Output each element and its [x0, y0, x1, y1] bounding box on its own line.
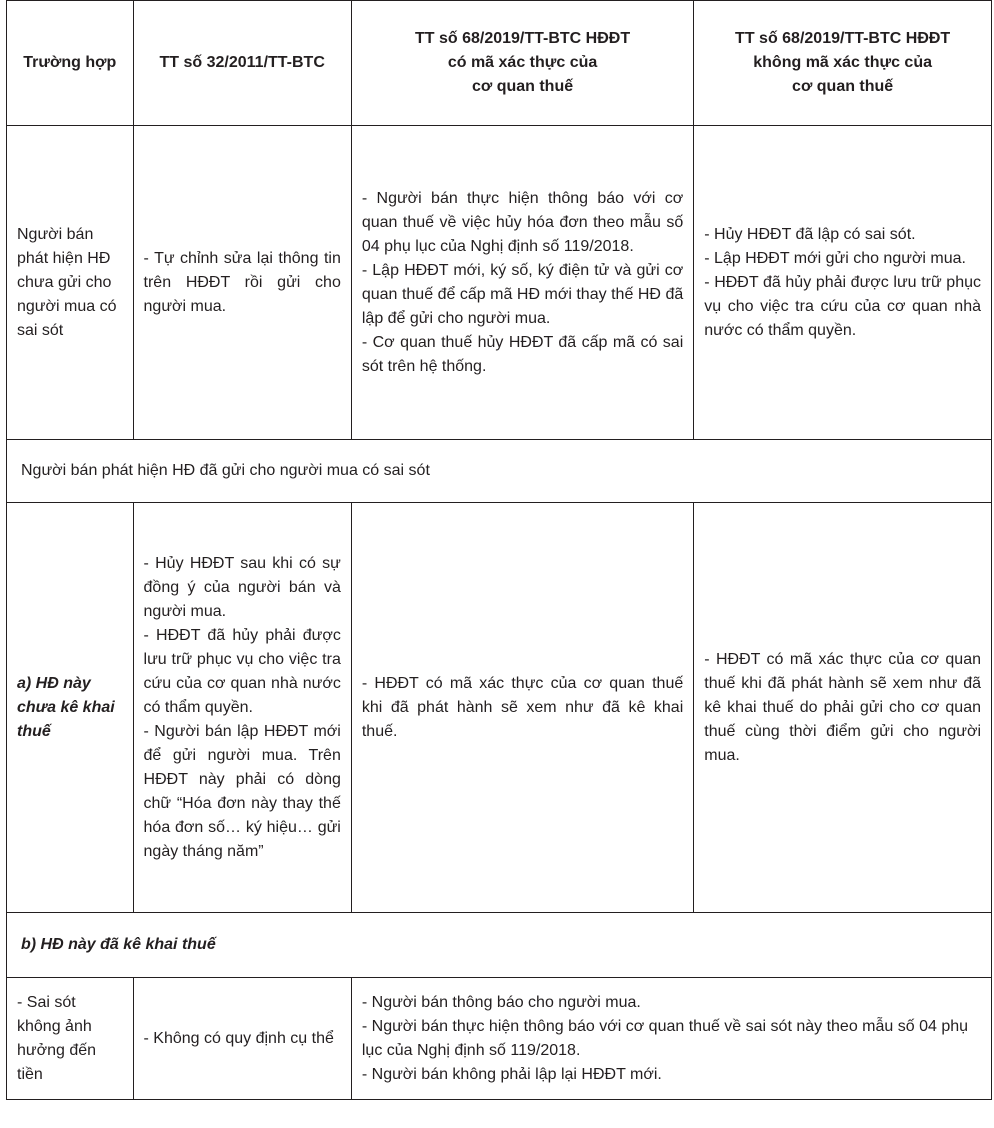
table-row — [7, 126, 992, 440]
row3-tt68 — [351, 978, 991, 1100]
row3-tt32 — [133, 978, 351, 1100]
table-row — [7, 503, 992, 913]
row1-tt32-text: - Tự chỉnh sửa lại thông tin trên HĐĐT rồi gửi cho người mua. — [143, 249, 341, 315]
comparison-table-container — [6, 0, 992, 1100]
header-tt68-with-line: có mã xác thực của — [447, 54, 598, 71]
row1-tt68-with-item: - Lập HĐĐT mới, ký số, ký điện tử và gửi cơ quan thuế để cấp mã HĐ mới thay thế HĐ đã lập để gửi cho người mua. — [361, 261, 684, 327]
row1-tt32 — [133, 126, 351, 440]
row3-case — [7, 978, 134, 1100]
section-declared-invoice — [7, 913, 992, 978]
row1-case — [7, 126, 134, 440]
header-tt68-with-line: cơ quan thuế — [471, 78, 574, 95]
header-tt68-without-line: không mã xác thực của — [753, 54, 932, 71]
section-row — [7, 913, 992, 978]
row2-case — [7, 503, 134, 913]
row3-case-text: - Sai sót không ảnh hưởng đến tiền — [17, 993, 97, 1083]
row3-tt68-item: - Người bán thông báo cho người mua. — [361, 993, 641, 1011]
row2-tt68-without — [694, 503, 992, 913]
row2-tt32-item: - HĐĐT đã hủy phải được lưu trữ phục vụ cho việc tra cứu của cơ quan nhà nước có thẩm quyền. — [143, 626, 341, 716]
row2-tt68-without-text: - HĐĐT có mã xác thực của cơ quan thuế khi đã phát hành sẽ xem như đã kê khai thuế do phải gửi cho cơ quan thuế cùng thời điểm gửi cho người mua. — [704, 650, 981, 764]
header-case — [7, 1, 134, 126]
row2-tt68-with-text: - HĐĐT có mã xác thực của cơ quan thuế khi đã phát hành sẽ xem như đã kê khai thuế. — [361, 674, 684, 740]
header-tt32 — [133, 1, 351, 126]
header-tt68-with-code — [351, 1, 693, 126]
row1-tt68-without-item: - Lập HĐĐT mới gửi cho người mua. — [704, 249, 966, 267]
header-tt32-label: TT số 32/2011/TT-BTC — [159, 54, 325, 71]
section-row — [7, 440, 992, 503]
header-tt68-with-line: TT số 68/2019/TT-BTC HĐĐT — [414, 30, 631, 47]
header-tt68-without-code — [694, 1, 992, 126]
row1-tt68-without — [694, 126, 992, 440]
row3-tt68-item: - Người bán thực hiện thông báo với cơ quan thuế về sai sót này theo mẫu số 04 phụ lục của Nghị định số 119/2018. — [361, 1017, 969, 1059]
header-row — [7, 1, 992, 126]
section-sent-invoice-text: Người bán phát hiện HĐ đã gửi cho người mua có sai sót — [21, 462, 430, 479]
header-tt68-without-line: cơ quan thuế — [792, 78, 894, 95]
row3-tt68-item: - Người bán không phải lập lại HĐĐT mới. — [361, 1065, 662, 1083]
row1-tt68-with-item: - Người bán thực hiện thông báo với cơ quan thuế về việc hủy hóa đơn theo mẫu số 04 phụ lục của Nghị định số 119/2018. — [361, 189, 684, 255]
row1-tt68-with — [351, 126, 693, 440]
row2-case-text: a) HĐ này chưa kê khai thuế — [17, 674, 115, 740]
header-case-label: Trường hợp — [23, 54, 117, 71]
row1-tt68-without-item: - HĐĐT đã hủy phải được lưu trữ phục vụ cho việc tra cứu của cơ quan nhà nước có thẩm quyền. — [704, 273, 981, 339]
header-tt68-without-line: TT số 68/2019/TT-BTC HĐĐT — [735, 30, 951, 47]
row1-tt68-with-item: - Cơ quan thuế hủy HĐĐT đã cấp mã có sai sót trên hệ thống. — [361, 333, 684, 375]
row2-tt32-item: - Hủy HĐĐT sau khi có sự đồng ý của người bán và người mua. — [143, 554, 341, 620]
invoice-comparison-table — [6, 0, 992, 1100]
row3-tt32-text: - Không có quy định cụ thể — [143, 1029, 334, 1047]
row2-tt68-with — [351, 503, 693, 913]
section-sent-invoice — [7, 440, 992, 503]
row2-tt32 — [133, 503, 351, 913]
section-declared-invoice-text: b) HĐ này đã kê khai thuế — [21, 936, 216, 953]
row1-tt68-without-item: - Hủy HĐĐT đã lập có sai sót. — [704, 225, 916, 243]
table-row — [7, 978, 992, 1100]
row1-case-text: Người bán phát hiện HĐ chưa gửi cho người mua có sai sót — [17, 225, 117, 339]
row2-tt32-item: - Người bán lập HĐĐT mới để gửi người mua. Trên HĐĐT này phải có dòng chữ “Hóa đơn này thay thế hóa đơn số… ký hiệu… gửi ngày tháng năm” — [143, 722, 341, 860]
